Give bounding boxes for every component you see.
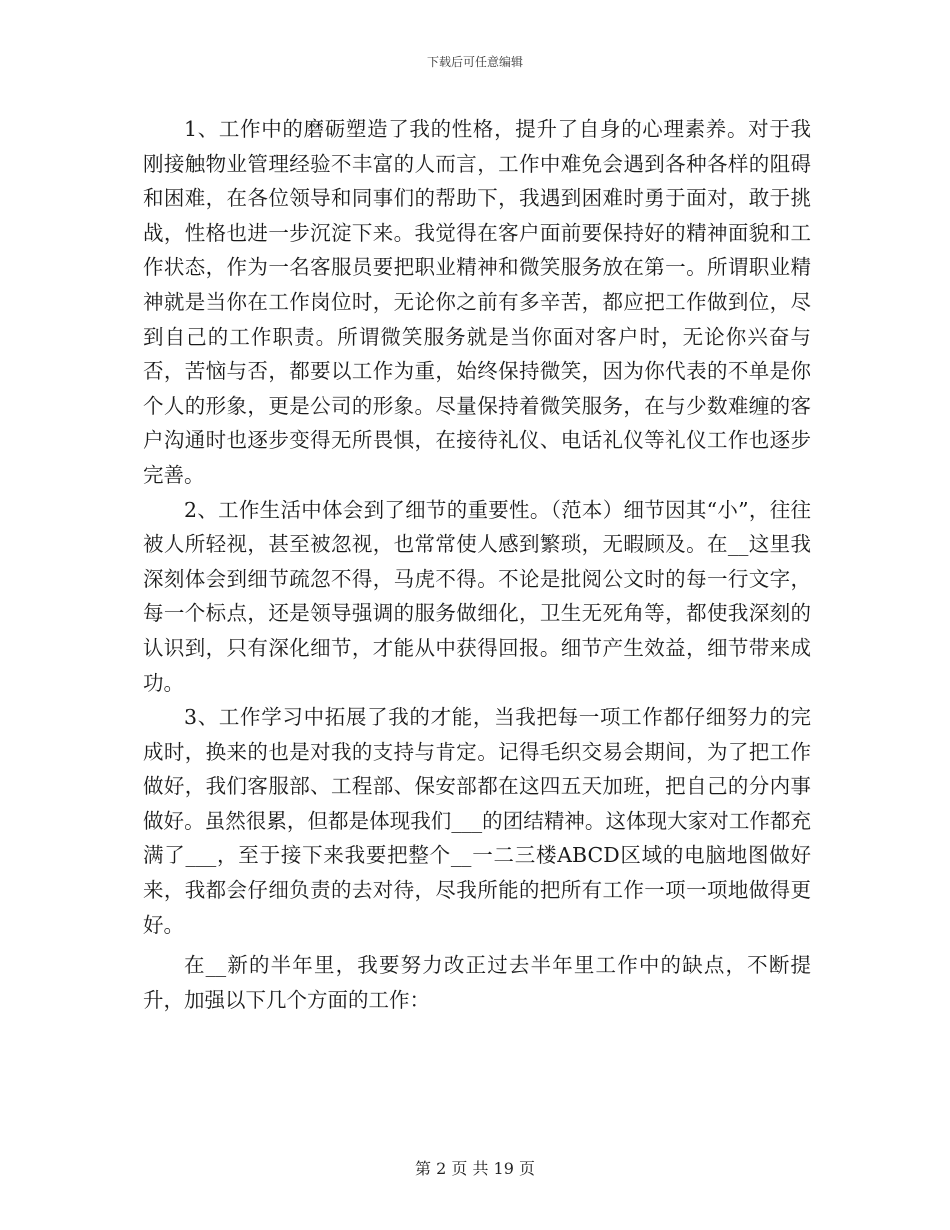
page-number: 第 2 页 共 19 页 bbox=[415, 1159, 535, 1178]
paragraph-2: 2、工作生活中体会到了细节的重要性。（范本）细节因其“小”，往往被人所轻视，甚至被忽视，也常常使人感到繁琐，无暇顾及。在__这里我深刻体会到细节疏忽不得，马虎不得。不论是批阅公文时的每一行文字，每一个标点，还是领导强调的服务做细化，卫生无死角等，都使我深刻的认识到，只有深化细节，才能从中获得回报。细节产生效益，细节带来成功。 bbox=[143, 497, 811, 695]
paragraph-1: 1、工作中的磨砺塑造了我的性格，提升了自身的心理素养。对于我刚接触物业管理经验不丰富的人而言，工作中难免会遇到各种各样的阻碍和困难，在各位领导和同事们的帮助下，我遇到困难时勇于面对，敢于挑战，性格也进一步沉淀下来。我觉得在客户面前要保持好的精神面貌和工作状态，作为一名客服员要把职业精神和微笑服务放在第一。所谓职业精神就是当你在工作岗位时，无论你之前有多辛苦，都应把工作做到位，尽到自己的工作职责。所谓微笑服务就是当你面对客户时，无论你兴奋与否，苦恼与否，都要以工作为重，始终保持微笑，因为你代表的不单是你个人的形象，更是公司的形象。尽量保持着微笑服务，在与少数难缠的客户沟通时也逐步变得无所畏惧，在接待礼仪、电话礼仪等礼仪工作也逐步完善。 bbox=[143, 117, 811, 487]
header-note: 下载后可任意编辑 bbox=[426, 55, 523, 69]
paragraph-3: 3、工作学习中拓展了我的才能，当我把每一项工作都仔细努力的完成时，换来的也是对我的支持与肯定。记得毛织交易会期间，为了把工作做好，我们客服部、工程部、保安部都在这四五天加班，把自己的分内事做好。虽然很累，但都是体现我们___的团结精神。这体现大家对工作都充满了___，至于接下来我要把整个__一二三楼ABCD区域的电脑地图做好来，我都会仔细负责的去对待，尽我所能的把所有工作一项一项地做得更好。 bbox=[143, 705, 811, 937]
document-body bbox=[143, 112, 811, 1017]
paragraph-4: 在__新的半年里，我要努力改正过去半年里工作中的缺点，不断提升，加强以下几个方面的工作： bbox=[143, 953, 811, 1012]
